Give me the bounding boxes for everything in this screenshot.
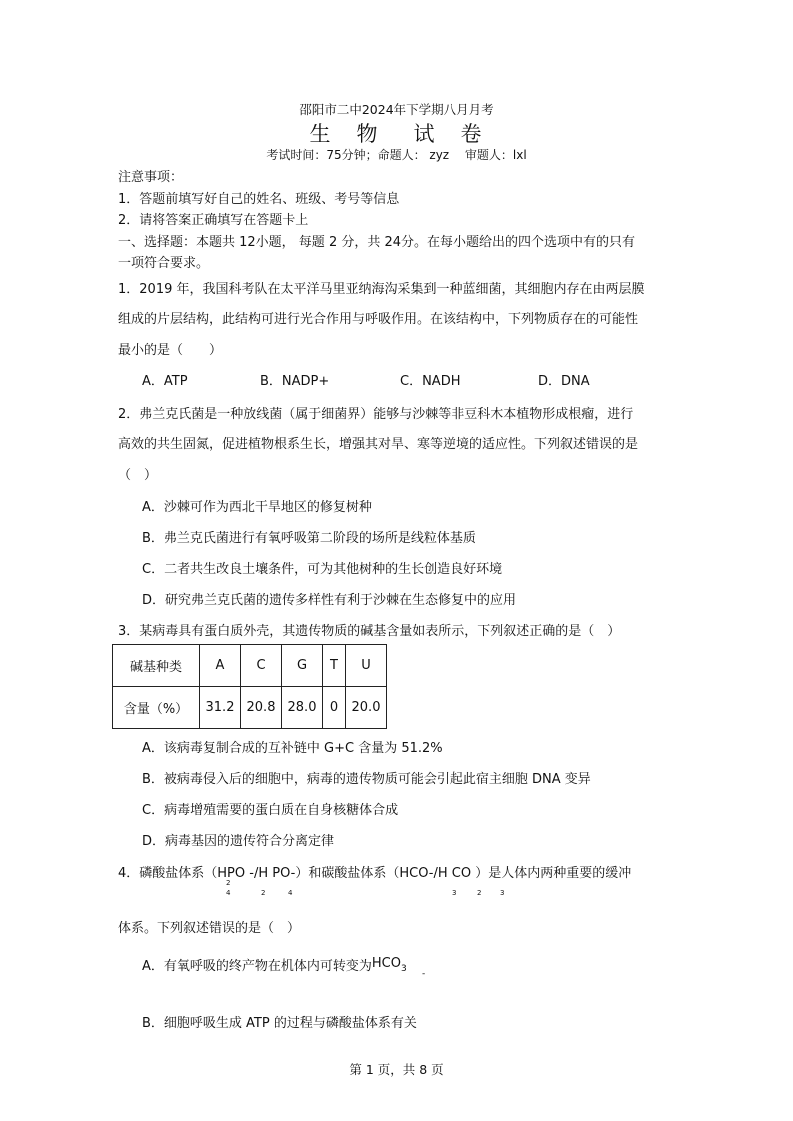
table-cell: 0: [323, 687, 346, 729]
table-header-cell: 碱基种类: [113, 645, 200, 687]
base-content-table: [112, 644, 387, 729]
q3-stem: 3．某病毒具有蛋白质外壳，其遗传物质的碱基含量如表所示，下列叙述正确的是（ ）: [118, 624, 621, 639]
page-number-footer: 第 1 页，共 8 页: [349, 1062, 444, 1077]
table-cell: 20.8: [241, 687, 282, 729]
notice-item: 1．答题前填写好自己的姓名、班级、考号等信息: [118, 192, 400, 207]
q1-option-b: B．NADP+: [260, 374, 330, 389]
hco3-subscript: 3: [401, 964, 407, 974]
table-header-cell: C: [241, 645, 282, 687]
q4-option-a-text: A．有氧呼吸的终产物在机体内可转变为: [142, 959, 372, 974]
q4-subscript: 3: [452, 889, 457, 897]
table-header-cell: A: [200, 645, 241, 687]
subject-char: 生: [309, 122, 333, 146]
table-row: [113, 687, 387, 729]
q1-stem-line: 组成的片层结构，此结构可进行光合作用与呼吸作用。在该结构中，下列物质存在的可能性: [118, 312, 639, 327]
table-header-cell: U: [346, 645, 387, 687]
table-cell: 28.0: [282, 687, 323, 729]
table-header-cell: G: [282, 645, 323, 687]
section-heading: 一、选择题：本题共 12小题， 每题 2 分，共 24分。在每小题给出的四个选项中有的只有: [118, 235, 636, 250]
notice-title: 注意事项：: [118, 170, 184, 185]
table-header-row: [113, 645, 387, 687]
q4-option-b: B．细胞呼吸生成 ATP 的过程与磷酸盐体系有关: [142, 1016, 417, 1031]
table-cell: 31.2: [200, 687, 241, 729]
q1-option-a: A．ATP: [142, 374, 188, 389]
q2-stem-line: 高效的共生固氮，促进植物根系生长，增强其对旱、寒等逆境的适应性。下列叙述错误的是: [118, 437, 639, 452]
q4-stem: 4．磷酸盐体系（HPO -/H PO-）和碳酸盐体系（HCO-/H CO ）是人体内两种重要的缓冲: [118, 866, 632, 881]
subject-char: 卷: [460, 122, 484, 146]
subject-char: 试: [413, 122, 437, 146]
q1-stem-line: 最小的是（ ）: [118, 343, 223, 358]
q2-stem-line: 2．弗兰克氏菌是一种放线菌（属于细菌界）能够与沙棘等非豆科木本植物形成根瘤，进行: [118, 407, 634, 422]
q4-stem-cont: 体系。下列叙述错误的是（ ）: [118, 921, 301, 936]
q4-subscript: 2: [261, 889, 266, 897]
exam-info: 考试时间：75分钟；命题人： zyz 审题人：lxl: [266, 148, 527, 162]
q1-option-c: C．NADH: [400, 374, 461, 389]
q4-subscript: 2: [226, 879, 231, 887]
hco3-charge: -: [422, 969, 426, 979]
q2-option-c: C．二者共生改良土壤条件，可为其他树种的生长创造良好环境: [142, 562, 503, 577]
q3-option-d: D．病毒基因的遗传符合分离定律: [142, 834, 335, 849]
q1-stem-line: 1．2019 年，我国科考队在太平洋马里亚纳海沟采集到一种蓝细菌，其细胞内存在由两层膜: [118, 282, 645, 297]
q3-option-a: A．该病毒复制合成的互补链中 G+C 含量为 51.2%: [142, 741, 443, 756]
subject-title: [0, 118, 793, 148]
q4-subscript: 3: [500, 889, 505, 897]
q4-subscript: 4: [288, 889, 293, 897]
table-cell: 含量（%）: [113, 687, 200, 729]
q3-option-c: C．病毒增殖需要的蛋白质在自身核糖体合成: [142, 803, 399, 818]
table-cell: 20.0: [346, 687, 387, 729]
table-header-cell: T: [323, 645, 346, 687]
q4-subscript: 2: [477, 889, 482, 897]
q1-option-d: D．DNA: [538, 374, 590, 389]
notice-item: 2．请将答案正确填写在答题卡上: [118, 213, 309, 228]
q2-stem-line: （ ）: [118, 468, 158, 483]
school-exam-title: 邵阳市二中2024年下学期八月月考: [299, 102, 494, 117]
q2-option-a: A．沙棘可作为西北干旱地区的修复树种: [142, 500, 372, 515]
subject-char: 物: [356, 122, 380, 146]
q2-option-b: B．弗兰克氏菌进行有氧呼吸第二阶段的场所是线粒体基质: [142, 531, 476, 546]
section-heading-cont: 一项符合要求。: [118, 256, 210, 271]
q2-option-d: D．研究弗兰克氏菌的遗传多样性有利于沙棘在生态修复中的应用: [142, 593, 517, 608]
q4-subscript: 4: [226, 889, 231, 897]
hco3-formula: HCO: [371, 956, 401, 971]
q3-option-b: B．被病毒侵入后的细胞中，病毒的遗传物质可能会引起此宿主细胞 DNA 变异: [142, 772, 591, 787]
q4-option-a: [142, 955, 407, 974]
